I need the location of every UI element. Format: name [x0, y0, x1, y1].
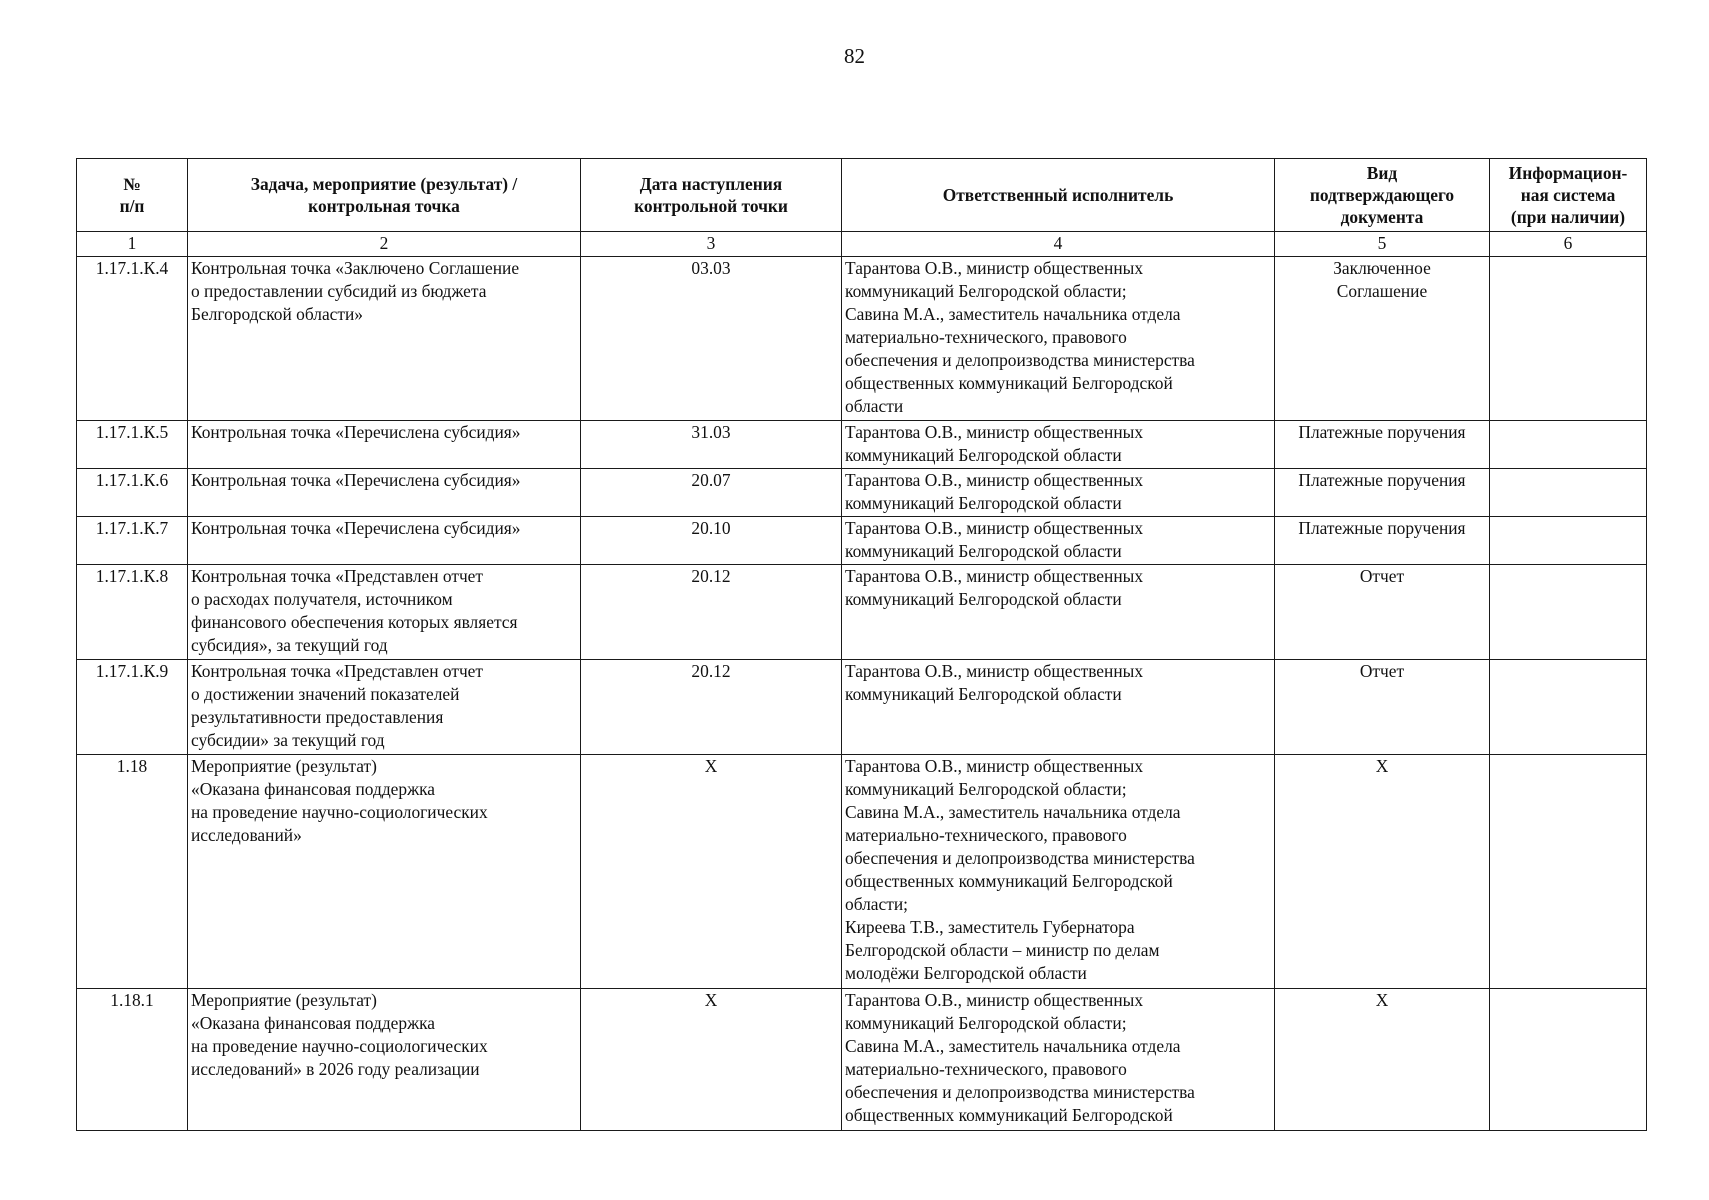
row-number: 1.17.1.К.4 — [77, 257, 188, 421]
row-system — [1490, 257, 1647, 421]
row-system — [1490, 989, 1647, 1131]
control-points-table — [76, 158, 1647, 1131]
table-row — [77, 421, 1647, 469]
row-system — [1490, 517, 1647, 565]
row-date: 20.12 — [581, 660, 842, 755]
row-number: 1.17.1.К.5 — [77, 421, 188, 469]
table-row — [77, 755, 1647, 989]
table-header-row — [77, 159, 1647, 232]
row-document: Заключенное Соглашение — [1275, 257, 1490, 421]
column-index: 1 — [77, 232, 188, 257]
row-document: Х — [1275, 755, 1490, 989]
row-task: Контрольная точка «Перечислена субсидия» — [188, 421, 581, 469]
row-date: 31.03 — [581, 421, 842, 469]
row-document: Отчет — [1275, 660, 1490, 755]
header-executor: Ответственный исполнитель — [842, 159, 1275, 232]
row-task: Контрольная точка «Представлен отчет о достижении значений показателей результативности предоставления субсидии» за текущий год — [188, 660, 581, 755]
row-date: 20.12 — [581, 565, 842, 660]
table-row — [77, 469, 1647, 517]
row-system — [1490, 565, 1647, 660]
row-number: 1.18 — [77, 755, 188, 989]
table-row — [77, 989, 1647, 1131]
row-executor: Тарантова О.В., министр общественных коммуникаций Белгородской области; Савина М.А., заместитель начальника отдела материально-технического, правового обеспечения и делопроизводства министерства общественных коммуникаций Белгородской — [842, 989, 1275, 1131]
row-document: Отчет — [1275, 565, 1490, 660]
header-number: № п/п — [77, 159, 188, 232]
row-date: 03.03 — [581, 257, 842, 421]
row-document: Х — [1275, 989, 1490, 1131]
row-system — [1490, 469, 1647, 517]
page-number: 82 — [844, 44, 865, 68]
column-index: 5 — [1275, 232, 1490, 257]
row-system — [1490, 660, 1647, 755]
row-number: 1.17.1.К.6 — [77, 469, 188, 517]
row-task: Контрольная точка «Перечислена субсидия» — [188, 469, 581, 517]
column-index: 2 — [188, 232, 581, 257]
header-document: Вид подтверждающего документа — [1275, 159, 1490, 232]
row-executor: Тарантова О.В., министр общественных коммуникаций Белгородской области; Савина М.А., заместитель начальника отдела материально-технического, правового обеспечения и делопроизводства министерства общественных коммуникаций Белгородской области — [842, 257, 1275, 421]
row-task: Контрольная точка «Перечислена субсидия» — [188, 517, 581, 565]
header-date: Дата наступления контрольной точки — [581, 159, 842, 232]
column-index-row — [77, 232, 1647, 257]
header-task: Задача, мероприятие (результат) / контрольная точка — [188, 159, 581, 232]
row-number: 1.18.1 — [77, 989, 188, 1131]
row-executor: Тарантова О.В., министр общественных коммуникаций Белгородской области — [842, 565, 1275, 660]
row-date: 20.07 — [581, 469, 842, 517]
row-date: 20.10 — [581, 517, 842, 565]
row-document: Платежные поручения — [1275, 517, 1490, 565]
row-executor: Тарантова О.В., министр общественных коммуникаций Белгородской области; Савина М.А., заместитель начальника отдела материально-технического, правового обеспечения и делопроизводства министерства общественных коммуникаций Белгородской области; Киреева Т.В., заместитель Губернатора Белгородской области – министр по делам молодёжи Белгородской области — [842, 755, 1275, 989]
row-system — [1490, 421, 1647, 469]
column-index: 6 — [1490, 232, 1647, 257]
header-system: Информацион- ная система (при наличии) — [1490, 159, 1647, 232]
row-document: Платежные поручения — [1275, 469, 1490, 517]
row-task: Контрольная точка «Заключено Соглашение о предоставлении субсидий из бюджета Белгородской области» — [188, 257, 581, 421]
table-row — [77, 517, 1647, 565]
row-executor: Тарантова О.В., министр общественных коммуникаций Белгородской области — [842, 421, 1275, 469]
table-row — [77, 257, 1647, 421]
row-executor: Тарантова О.В., министр общественных коммуникаций Белгородской области — [842, 517, 1275, 565]
row-date: Х — [581, 989, 842, 1131]
column-index: 3 — [581, 232, 842, 257]
row-task: Мероприятие (результат) «Оказана финансовая поддержка на проведение научно-социологических исследований» в 2026 году реализации — [188, 989, 581, 1131]
table-row — [77, 565, 1647, 660]
row-number: 1.17.1.К.7 — [77, 517, 188, 565]
row-executor: Тарантова О.В., министр общественных коммуникаций Белгородской области — [842, 469, 1275, 517]
row-task: Контрольная точка «Представлен отчет о расходах получателя, источником финансового обеспечения которых является субсидия», за текущий год — [188, 565, 581, 660]
row-executor: Тарантова О.В., министр общественных коммуникаций Белгородской области — [842, 660, 1275, 755]
column-index: 4 — [842, 232, 1275, 257]
row-system — [1490, 755, 1647, 989]
row-date: Х — [581, 755, 842, 989]
row-task: Мероприятие (результат) «Оказана финансовая поддержка на проведение научно-социологических исследований» — [188, 755, 581, 989]
row-number: 1.17.1.К.8 — [77, 565, 188, 660]
row-number: 1.17.1.К.9 — [77, 660, 188, 755]
row-document: Платежные поручения — [1275, 421, 1490, 469]
table-row — [77, 660, 1647, 755]
